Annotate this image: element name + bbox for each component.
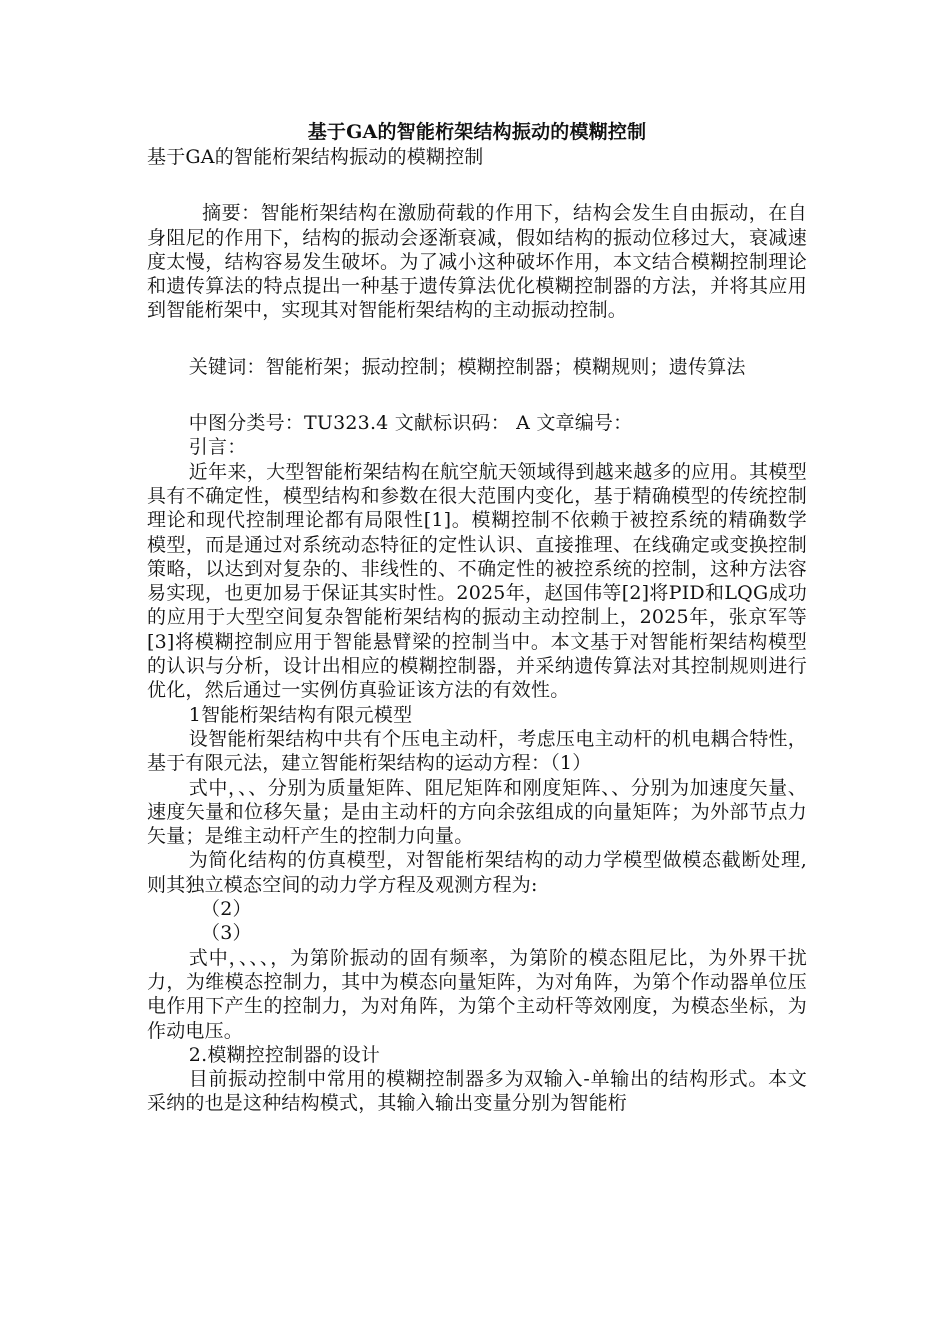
intro-paragraph: 近年来，大型智能桁架结构在航空航天领域得到越来越多的应用。其模型具有不确定性，模型结构和参数在很大范围内变化，基于精确模型的传统控制理论和现代控制理论都有局限性[1]。模糊控制不依赖于被控系统的精确数学模型，而是通过对系统动态特征的定性认识、直接推理、在线确定或变换控制策略，以达到对复杂的、非线性的、不确定性的被控系统的控制，这种方法容易实现，也更加易于保证其实时性。2025年，赵国伟等[2]将PID和LQG成功的应用于大型空间复杂智能桁架结构的振动主动控制上，2025年，张京军等[3]将模糊控制应用于智能悬臂梁的控制当中。本文基于对智能桁架结构模型的认识与分析，设计出相应的模糊控制器，并采纳遗传算法对其控制规则进行优化，然后通过一实例仿真验证该方法的有效性。 — [147, 460, 807, 702]
section1-paragraph-3: 为简化结构的仿真模型，对智能桁架结构的动力学模型做模态截断处理,则其独立模态空间的动力学方程及观测方程为: — [147, 849, 807, 896]
intro-heading: 引言： — [188, 436, 247, 459]
section1-paragraph-1: 设智能桁架结构中共有个压电主动杆，考虑压电主动杆的机电耦合特性，基于有限元法，建立智能桁架结构的运动方程：（1） — [147, 727, 807, 775]
section2-paragraph-1: 目前振动控制中常用的模糊控制器多为双输入-单输出的结构形式。本文采纳的也是这种结构模式，其输入输出变量分别为智能桁 — [147, 1068, 807, 1115]
document-subtitle: 基于GA的智能桁架结构振动的模糊控制 — [147, 146, 484, 168]
equation-2-label: （2） — [201, 898, 252, 921]
document-page — [147, 119, 807, 1116]
classification-line: 中图分类号：TU323.4 文献标识码： A 文章编号： — [188, 412, 633, 435]
keywords-paragraph: 关键词：智能桁架；振动控制；模糊控制器；模糊规则；遗传算法 — [188, 355, 746, 378]
equation-3-label: （3） — [201, 922, 252, 945]
abstract-paragraph: 摘要：智能桁架结构在激励荷载的作用下，结构会发生自由振动，在自身阻尼的作用下，结构的振动会逐渐衰减，假如结构的振动位移过大，衰减速度太慢，结构容易发生破坏。为了减小这种破坏作用，本文结合模糊控制理论和遗传算法的特点提出一种基于遗传算法优化模糊控制器的方法，并将其应用到智能桁架中，实现其对智能桁架结构的主动振动控制。 — [147, 202, 807, 322]
document-title: 基于GA的智能桁架结构振动的模糊控制 — [307, 121, 647, 143]
section1-heading: 1智能桁架结构有限元模型 — [188, 703, 413, 726]
section1-paragraph-4: 式中，、、、，为第阶振动的固有频率，为第阶的模态阻尼比，为外界干扰力，为维模态控制力，其中为模态向量矩阵，为对角阵，为第个作动器单位压电作用下产生的控制力，为对角阵，为第个主动杆等效刚度，为模态坐标，为作动电压。 — [147, 946, 807, 1042]
section2-heading: 2.模糊控控制器的设计 — [188, 1043, 381, 1066]
section1-paragraph-2: 式中，、、分别为质量矩阵、阻尼矩阵和刚度矩阵、、分别为加速度矢量、速度矢量和位移矢量；是由主动杆的方向余弦组成的向量矩阵；为外部节点力矢量；是维主动杆产生的控制力向量。 — [147, 776, 807, 848]
